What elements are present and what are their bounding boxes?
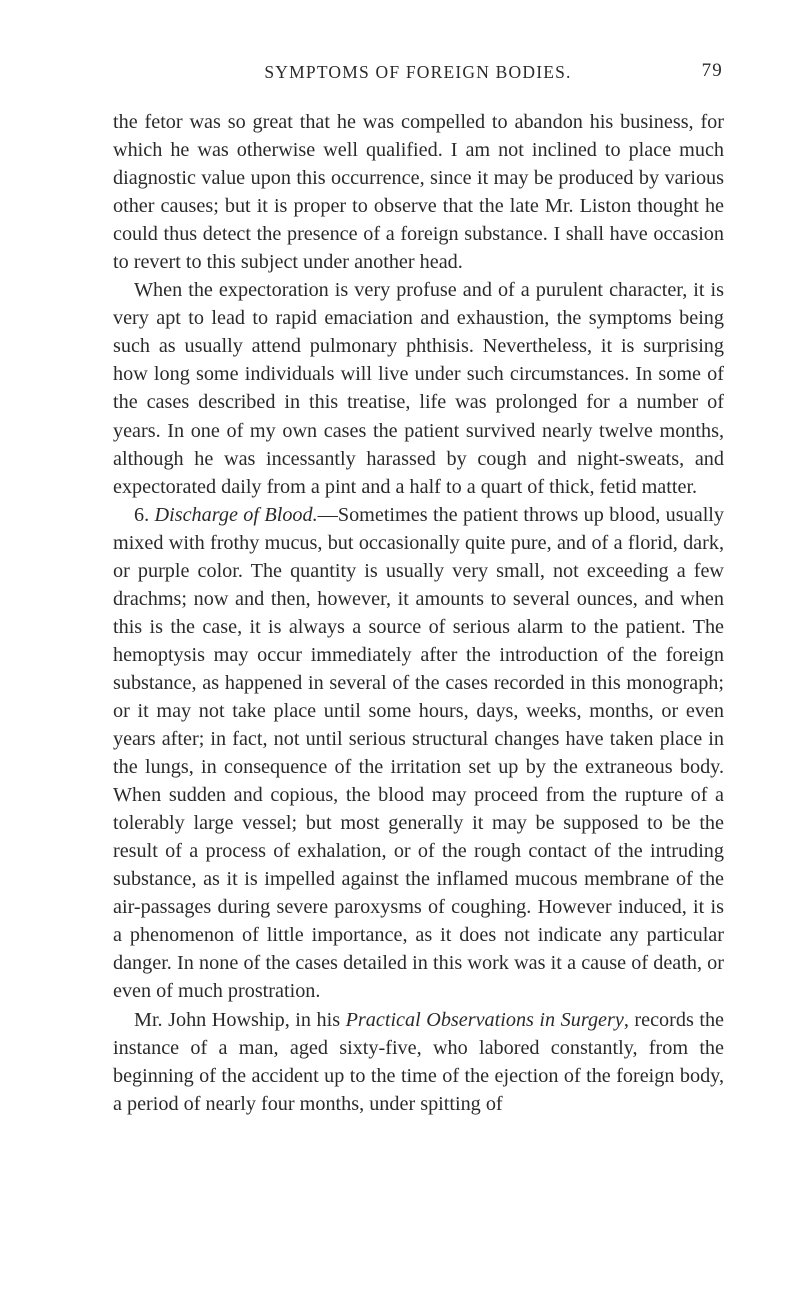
page-number: 79: [701, 60, 723, 81]
paragraph-discharge-of-blood: [113, 501, 724, 1006]
paragraph-howship: [113, 1006, 724, 1118]
book-title: Practical Observations in Surgery: [345, 1008, 624, 1031]
paragraph-rest: , records the instance of a man, aged sixty-five, who labored constantly, from the beginning of the accident up to the time of the ejection of the foreign body, a period of nearly four months, under spitting of: [113, 1008, 724, 1115]
running-head: [113, 62, 723, 86]
section-number: 6.: [134, 503, 150, 526]
body-text: [113, 108, 724, 1118]
paragraph-expectoration: When the expectoration is very profuse and of a purulent character, it is very apt to lead to rapid emaciation and exhaustion, the symptoms being such as usually attend pulmonary phthisis. Nevertheless, it is surprising how long some individuals will live under such circumstances. In some of the cases described in this treatise, life was prolonged for a number of years. In one of my own cases the patient survived nearly twelve months, although he was incessantly harassed by cough and night-sweats, and expectorated daily from a pint and a half to a quart of thick, fetid matter.: [113, 279, 724, 498]
paragraph-continuation: the fetor was so great that he was compelled to abandon his business, for which he was otherwise well qualified. I am not inclined to place much diagnostic value upon this occurrence, since it may be produced by various other causes; but it is proper to observe that the late Mr. Liston thought he could thus detect the presence of a foreign substance. I shall have occasion to revert to this subject under another head.: [113, 111, 724, 274]
section-heading: Discharge of Blood.: [154, 503, 318, 526]
running-head-title: SYMPTOMS OF FOREIGN BODIES.: [264, 62, 572, 82]
paragraph-start: Mr. John Howship, in his: [134, 1008, 346, 1031]
section-body: —Sometimes the patient throws up blood, usually mixed with frothy mucus, but occasionally quite pure, and of a florid, dark, or purple color. The quantity is usually very small, not exceeding a few drachms; now and then, however, it amounts to several ounces, and when this is the case, it is always a source of serious alarm to the patient. The hemoptysis may occur immediately after the introduction of the foreign substance, as happened in several of the cases recorded in this monograph; or it may not take place until some hours, days, weeks, months, or even years after; in fact, not until serious structural changes have taken place in the lungs, in consequence of the irritation set up by the extraneous body. When sudden and copious, the blood may proceed from the rupture of a tolerably large vessel; but most generally it may be supposed to be the result of a process of exhalation, or of the rough contact of the intruding substance, as it is impelled against the inflamed mucous membrane of the air-passages during severe paroxysms of coughing. However induced, it is a phenomenon of little importance, as it does not indicate any particular danger. In none of the cases detailed in this work was it a cause of death, or even of much prostration.: [113, 503, 725, 1003]
